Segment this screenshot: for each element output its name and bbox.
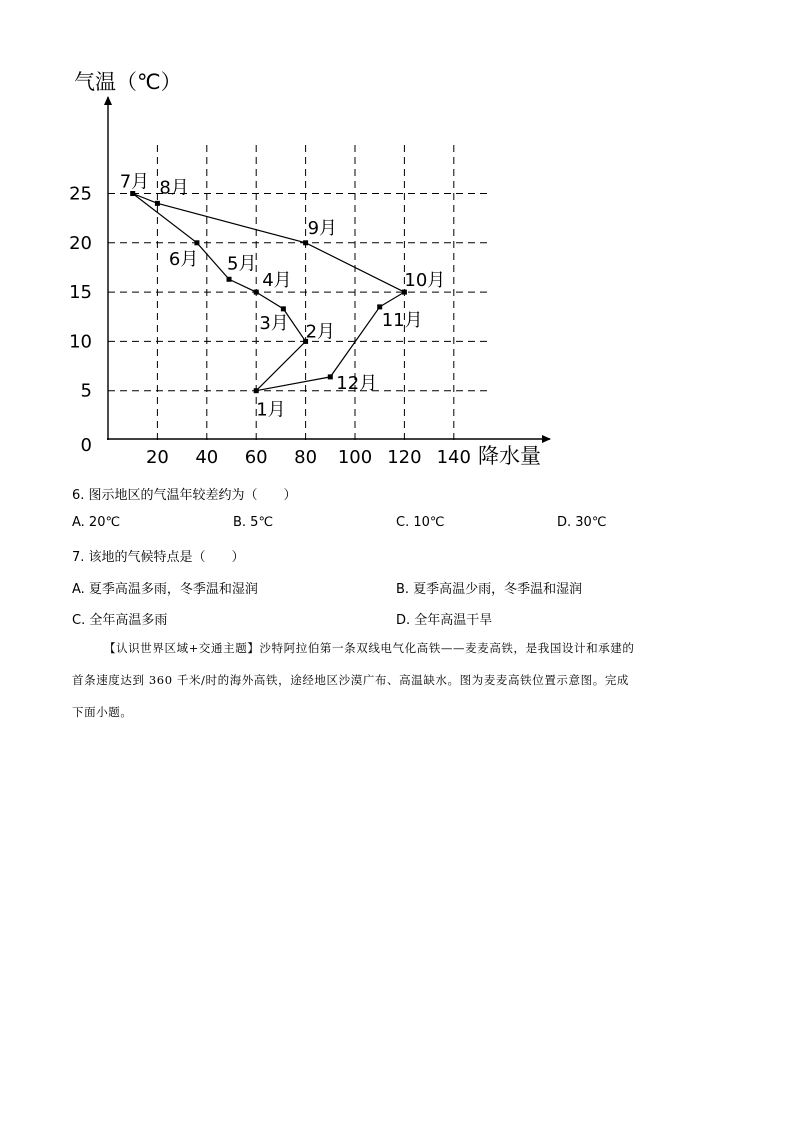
- data-point: [194, 240, 199, 245]
- y-tick-label: 10: [69, 331, 92, 353]
- x-tick-label: 20: [145, 447, 169, 468]
- x-tick-label: 100: [337, 447, 373, 468]
- y-tick-label: 0: [80, 435, 92, 456]
- climate-chart: [0, 0, 794, 480]
- intro-paragraph: [72, 632, 720, 728]
- point-label: 11月: [381, 309, 423, 331]
- question-7-stem: 7. 该地的气候特点是（ ）: [72, 550, 245, 565]
- point-label: 2月: [305, 321, 336, 343]
- data-point: [155, 201, 160, 206]
- data-point: [328, 374, 333, 379]
- x-tick-label: 40: [195, 447, 219, 468]
- y-tick-label: 5: [80, 380, 92, 402]
- y-tick-label: 15: [69, 282, 92, 304]
- y-axis-title: 气温（℃）: [74, 70, 182, 94]
- q6-option-b[interactable]: B. 5℃: [233, 515, 274, 530]
- x-axis-title: 降水量: [478, 444, 541, 468]
- q7-option-b[interactable]: B. 夏季高温少雨，冬季温和湿润: [396, 582, 583, 597]
- intro-line-1: 【认识世界区域+交通主题】沙特阿拉伯第一条双线电气化高铁——麦麦高铁，是我国设计和承建的: [104, 641, 635, 655]
- x-tick-label: 60: [244, 447, 268, 468]
- data-point: [281, 306, 286, 311]
- q6-option-c[interactable]: C. 10℃: [396, 515, 445, 530]
- point-label: 4月: [262, 270, 292, 292]
- x-tick-label: 120: [387, 447, 422, 468]
- y-tick-label: 25: [69, 183, 92, 205]
- point-label: 5月: [227, 253, 257, 275]
- data-point: [377, 304, 382, 309]
- intro-line-2: 首条速度达到 360 千米/时的海外高铁，途经地区沙漠广布、高温缺水。图为麦麦高铁位置示意图。完成: [72, 673, 630, 687]
- data-points: [120, 172, 446, 421]
- data-point: [254, 388, 259, 393]
- question-6-stem: 6. 图示地区的气温年较差约为（ ）: [72, 488, 297, 503]
- point-label: 6月: [168, 248, 199, 270]
- q6-option-d[interactable]: D. 30℃: [557, 515, 607, 530]
- x-tick-label: 80: [294, 447, 318, 468]
- point-label: 8月: [159, 177, 189, 199]
- q7-option-a[interactable]: A. 夏季高温多雨，冬季温和湿润: [72, 582, 258, 597]
- q7-option-d[interactable]: D. 全年高温干旱: [396, 613, 493, 628]
- point-label: 7月: [119, 171, 150, 193]
- point-label: 9月: [307, 217, 338, 239]
- data-point: [254, 290, 259, 295]
- point-label: 3月: [259, 312, 289, 334]
- intro-line-3: 下面小题。: [72, 705, 133, 719]
- y-tick-label: 20: [69, 232, 92, 254]
- point-label: 12月: [336, 372, 378, 394]
- point-label: 1月: [256, 399, 286, 421]
- data-point: [303, 240, 308, 245]
- data-point: [227, 277, 232, 282]
- point-label: 10月: [404, 270, 446, 292]
- x-tick-label: 140: [436, 447, 471, 468]
- q7-option-c[interactable]: C. 全年高温多雨: [72, 613, 168, 628]
- q6-option-a[interactable]: A. 20℃: [72, 515, 121, 530]
